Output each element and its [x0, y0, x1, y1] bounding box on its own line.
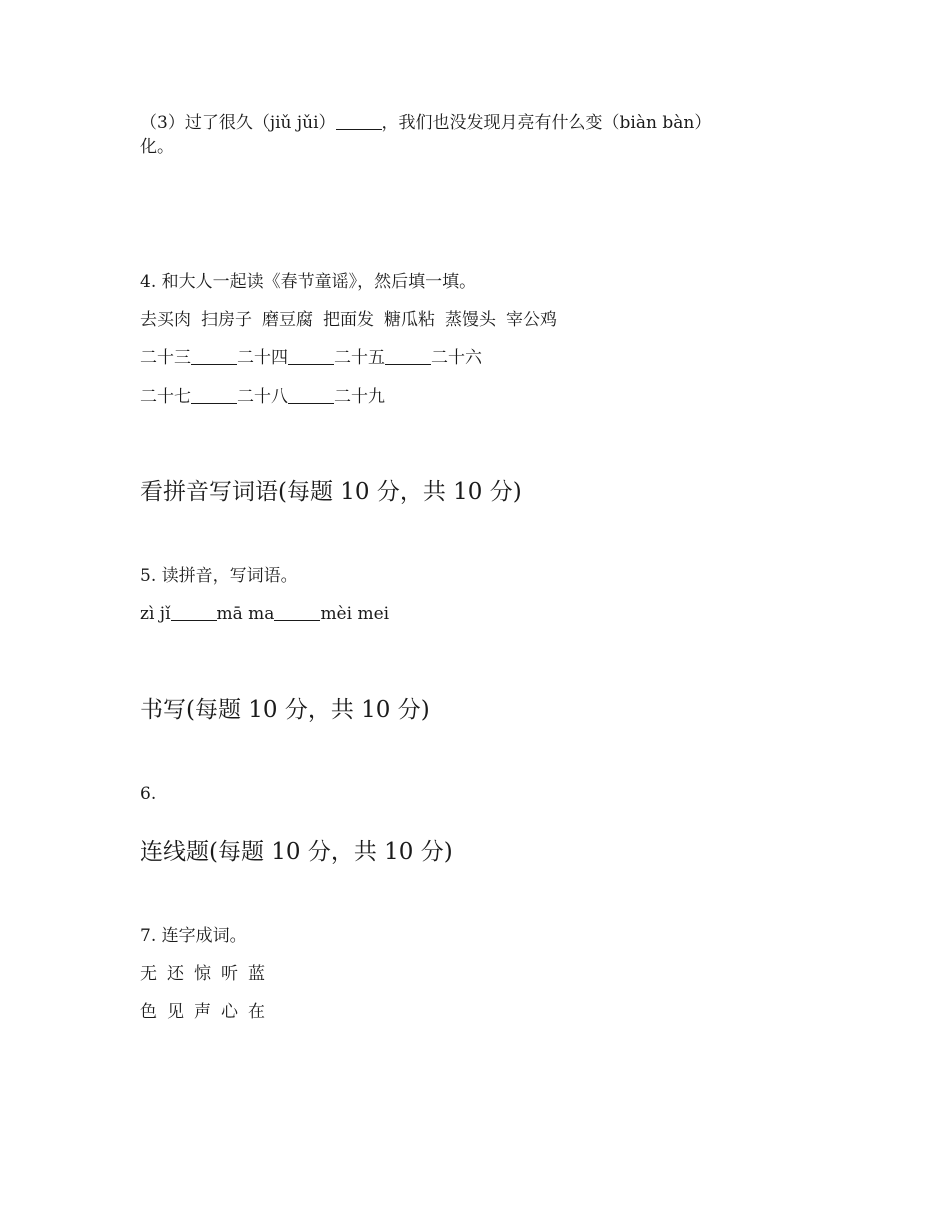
word-bank-item: 宰公鸡: [506, 310, 557, 330]
character-item: 见: [167, 1002, 184, 1022]
date-label: 二十六: [431, 348, 482, 368]
character-item: 蓝: [248, 964, 265, 984]
word-bank-item: 蒸馒头: [445, 310, 496, 330]
character-item: 听: [221, 964, 238, 984]
word-bank-item: 磨豆腐: [262, 310, 313, 330]
answer-blank[interactable]: [191, 346, 237, 365]
answer-blank[interactable]: [385, 346, 431, 365]
character-item: 心: [221, 1002, 238, 1022]
question-4-word-bank: [140, 308, 557, 332]
section-heading-pinyin: 看拼音写词语(每题 10 分，共 10 分): [140, 479, 522, 505]
pinyin-item: mā ma: [216, 604, 275, 624]
question-4-row-1: [140, 346, 482, 370]
section-heading-matching: 连线题(每题 10 分，共 10 分): [140, 839, 453, 865]
question-7-row-2: [140, 1000, 265, 1024]
date-label: 二十八: [237, 387, 288, 407]
question-4-prompt: 4. 和大人一起读《春节童谣》，然后填一填。: [140, 272, 477, 292]
word-bank-item: 把面发: [323, 310, 374, 330]
answer-blank[interactable]: [288, 385, 334, 404]
q3-answer-blank[interactable]: [336, 111, 382, 130]
answer-blank[interactable]: [171, 602, 217, 621]
word-bank-item: 糖瓜粘: [384, 310, 435, 330]
question-7-prompt: 7. 连字成词。: [140, 926, 247, 946]
question-6-label: 6.: [140, 784, 157, 804]
character-item: 在: [248, 1002, 265, 1022]
date-label: 二十七: [140, 387, 191, 407]
question-7-row-1: [140, 962, 265, 986]
character-item: 无: [140, 964, 157, 984]
character-item: 声: [194, 1002, 211, 1022]
answer-blank[interactable]: [274, 602, 320, 621]
date-label: 二十九: [334, 387, 385, 407]
question-5-prompt: 5. 读拼音，写词语。: [140, 566, 298, 586]
character-item: 惊: [194, 964, 211, 984]
q3-text-wrap: 化。: [140, 137, 174, 157]
q3-text-after: ，我们也没发现月亮有什么变（biàn bàn）: [381, 113, 712, 133]
date-label: 二十四: [237, 348, 288, 368]
q3-text-before: （3）过了很久（jiǔ jǔi）: [140, 113, 336, 133]
word-bank-item: 扫房子: [201, 310, 252, 330]
character-item: 还: [167, 964, 184, 984]
date-label: 二十五: [334, 348, 385, 368]
answer-blank[interactable]: [288, 346, 334, 365]
date-label: 二十三: [140, 348, 191, 368]
answer-blank[interactable]: [191, 385, 237, 404]
word-bank-item: 去买肉: [140, 310, 191, 330]
section-heading-writing: 书写(每题 10 分，共 10 分): [140, 697, 430, 723]
pinyin-item: zì jǐ: [140, 604, 171, 624]
question-3-part-3: [140, 111, 780, 159]
question-4-row-2: [140, 385, 385, 409]
character-item: 色: [140, 1002, 157, 1022]
question-5-items: [140, 602, 389, 626]
pinyin-item: mèi mei: [320, 604, 390, 624]
